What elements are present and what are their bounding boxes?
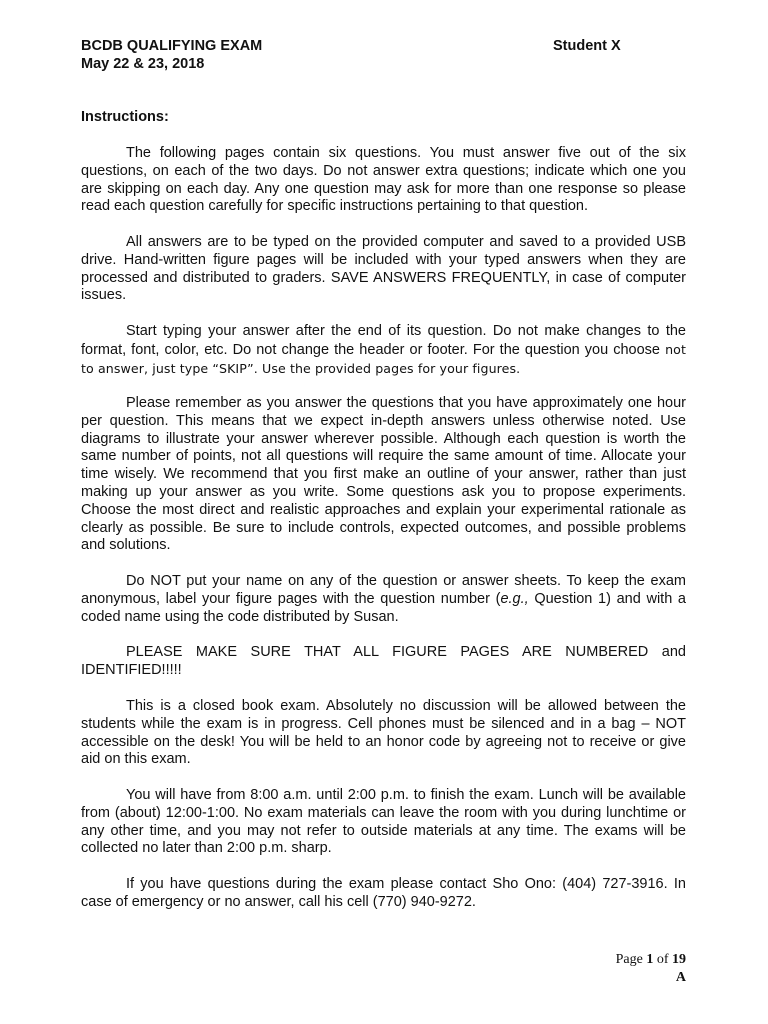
exam-dates: May 22 & 23, 2018 [81, 56, 205, 72]
paragraph-contact: If you have questions during the exam please contact Sho Ono: (404) 727-3916. In case of emergency or no answer, call his cell (770) 940-9272. [81, 876, 686, 910]
paragraph-anonymity-eg: e.g., [500, 590, 529, 607]
page-footer [616, 951, 686, 987]
paragraph-typing [81, 323, 686, 378]
paragraph-typing-main: Start typing your answer after the end of its question. Do not make changes to the format, font, color, etc. Do not change the header or footer. For the question you choose [81, 323, 686, 358]
paragraph-anonymity-a: Do NOT put your name on any of the question or answer sheets. To keep the exam anonymous, label your figure pages with the question number ( [81, 573, 686, 607]
page-current: 1 [646, 952, 654, 967]
page-prefix: Page [615, 952, 647, 967]
paragraph-answers: All answers are to be typed on the provided computer and saved to a provided USB drive. Hand-written figure pages will be included with your typed answers when they are processed and distributed to graders. SAVE ANSWERS FREQUENTLY, in case of computer issues. [81, 234, 686, 304]
paragraph-schedule: You will have from 8:00 a.m. until 2:00 p.m. to finish the exam. Lunch will be available from (about) 12:00-1:00. No exam materials can leave the room with you during lunchtime or any other time, and you may not refer to outside materials at any time. The exams will be collected no later than 2:00 p.m. sharp. [81, 787, 686, 857]
paragraph-anonymity-b: Question 1) and with a coded name using the code distributed by Susan. [81, 590, 686, 625]
paragraph-typing-tail: not to answer, just type “SKIP”. Use the provided pages for your figures. [81, 341, 686, 376]
instructions-heading: Instructions: [81, 109, 169, 125]
page-total: 19 [672, 952, 686, 967]
page-of: of [653, 952, 672, 967]
paragraph-closed-book: This is a closed book exam. Absolutely no discussion will be allowed between the students while the exam is in progress. Cell phones must be silenced and in a bag – NOT accessible on the desk! You will be held to an honor code by agreeing not to receive or give aid on this exam. [81, 698, 686, 768]
exam-title: BCDB QUALIFYING EXAM [81, 38, 263, 54]
paragraph-anonymity [81, 573, 686, 626]
paragraph-questions: The following pages contain six questions. You must answer five out of the six questions, on each of the two days. Do not answer extra questions; indicate which one you are skipping on each day. Any one question may ask for more than one response so please read each question carefully for specific instructions pertaining to that question. [81, 145, 686, 215]
student-id: Student X [553, 38, 621, 54]
exam-version-letter: A [675, 970, 686, 985]
page-number [616, 951, 686, 969]
exam-version [616, 969, 686, 987]
paragraph-figure-pages: PLEASE MAKE SURE THAT ALL FIGURE PAGES ARE NUMBERED and IDENTIFIED!!!!! [81, 644, 686, 678]
paragraph-timing: Please remember as you answer the questions that you have approximately one hour per question. This means that we expect in-depth answers unless otherwise noted. Use diagrams to illustrate your answer wherever possible. Although each question is worth the same number of points, not all questions will require the same amount of time. Allocate your time wisely. We recommend that you first make an outline of your answer, rather than just making up your answer as you write. Some questions ask you to propose experiments. Choose the most direct and realistic approaches and explain your experimental rationale as clearly as possible. Be sure to include controls, expected outcomes, and possible problems and solutions. [81, 395, 686, 554]
